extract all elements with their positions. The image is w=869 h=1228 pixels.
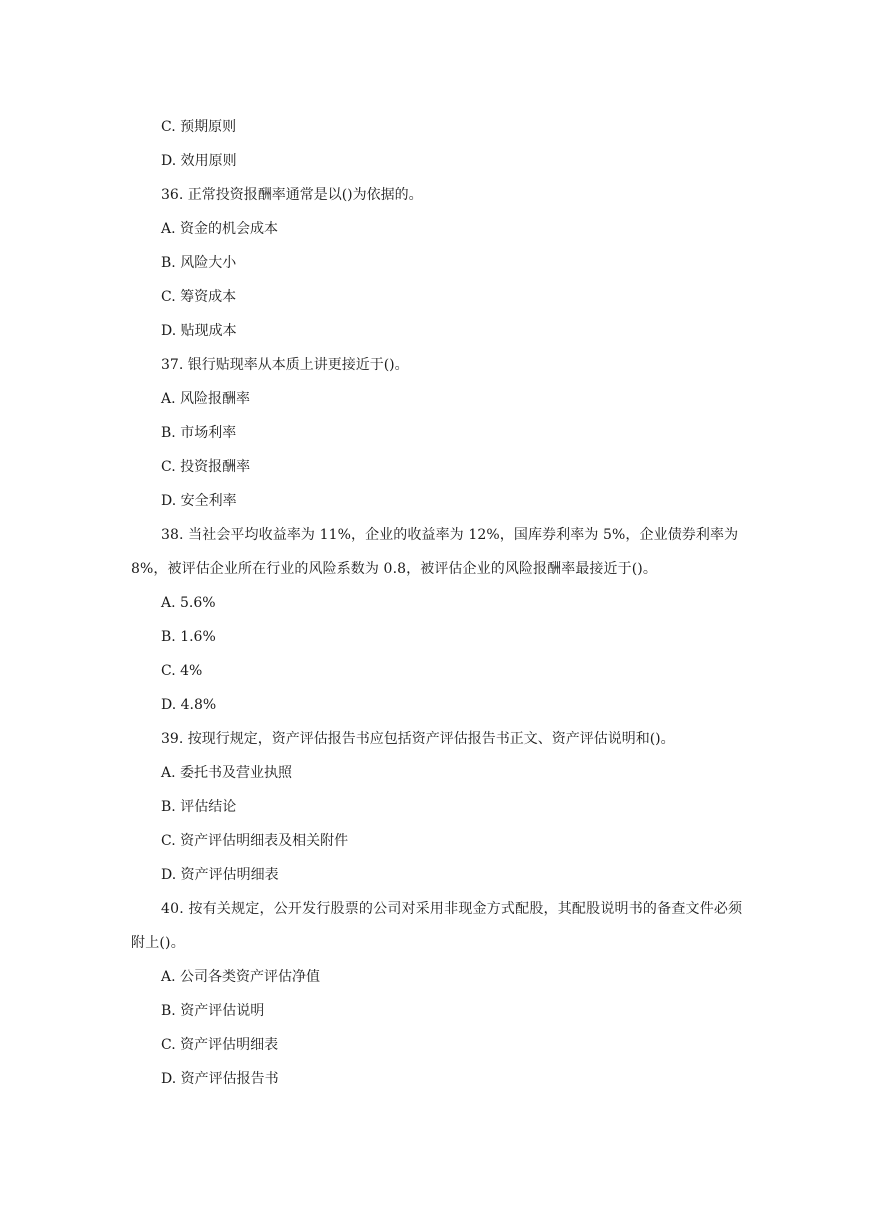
option-d-q37: D. 安全利率	[161, 493, 237, 509]
question-38: 38. 当社会平均收益率为 11%，企业的收益率为 12%，国库券利率为 5%，企业债券利率为 8%，被评估企业所在行业的风险系数为 0.8，被评估企业的风险报酬率最接近于()。	[131, 527, 739, 577]
option-c-q38: C. 4%	[161, 663, 203, 679]
option-b-q36: B. 风险大小	[161, 255, 237, 271]
option-d-q38: D. 4.8%	[161, 697, 217, 713]
option-a-q40: A. 公司各类资产评估净值	[161, 969, 321, 985]
option-a-q39: A. 委托书及营业执照	[161, 765, 293, 781]
option-c-q39: C. 资产评估明细表及相关附件	[161, 833, 349, 849]
option-b-q40: B. 资产评估说明	[161, 1003, 265, 1019]
option-b-q39: B. 评估结论	[161, 799, 237, 815]
option-c-q36: C. 筹资成本	[161, 289, 237, 305]
option-c-q40: C. 资产评估明细表	[161, 1037, 279, 1053]
option-d-q35: D. 效用原则	[161, 153, 237, 169]
question-39: 39. 按现行规定，资产评估报告书应包括资产评估报告书正文、资产评估说明和()。	[161, 731, 675, 747]
option-c-q35: C. 预期原则	[161, 119, 237, 135]
question-40: 40. 按有关规定，公开发行股票的公司对采用非现金方式配股，其配股说明书的备查文件必须附上()。	[131, 901, 743, 951]
option-a-q36: A. 资金的机会成本	[161, 221, 279, 237]
question-36: 36. 正常投资报酬率通常是以()为依据的。	[161, 187, 423, 203]
option-d-q40: D. 资产评估报告书	[161, 1071, 279, 1087]
option-d-q39: D. 资产评估明细表	[161, 867, 279, 883]
option-c-q37: C. 投资报酬率	[161, 459, 251, 475]
option-d-q36: D. 贴现成本	[161, 323, 237, 339]
option-a-q38: A. 5.6%	[161, 595, 216, 611]
option-b-q38: B. 1.6%	[161, 629, 216, 645]
option-a-q37: A. 风险报酬率	[161, 391, 251, 407]
option-b-q37: B. 市场利率	[161, 425, 237, 441]
exam-content	[131, 110, 743, 1096]
question-37: 37. 银行贴现率从本质上讲更接近于()。	[161, 357, 409, 373]
